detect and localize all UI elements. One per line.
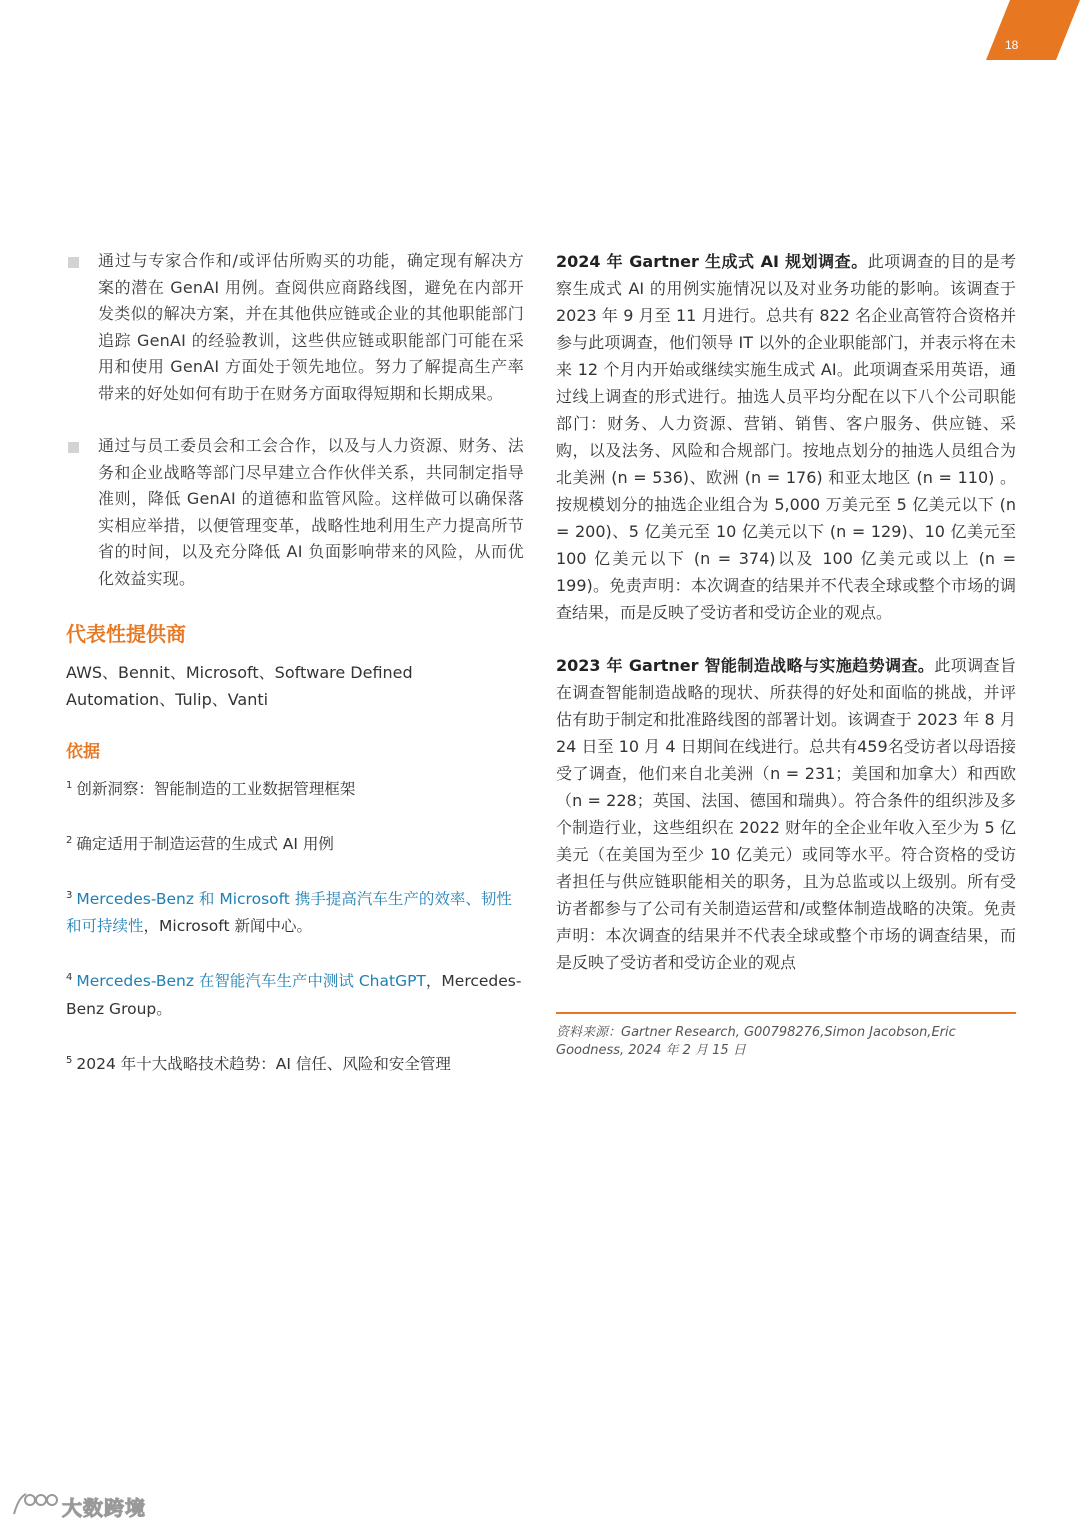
survey-body: 此项调查旨在调查智能制造战略的现状、所获得的好处和面临的挑战，并评估有助于制定和批准路线图的部署计划。该调查于 2023 年 8 月 24 日至 10 月 4 日期间在线进行。总共有459名受访者以母语接受了调查，他们来自北美洲（n = 231；美国和加拿大）和西欧（n = 228；英国、法国、德国和瑞典）。符合条件的组织涉及多个制造行业，这些组织在 2022 财年的全企业年收入至少为 5 亿美元（在美国为至少 10 亿美元）或同等水平。符合资格的受访者担任与供应链职能相关的职务，且为总监或以上级别。所有受访者都参与了公司有关制造运营和/或整体制造战略的决策。免责声明：本次调查的结果并不代表全球或整个市场的调查结果，而是反映了受访者和受访企业的观点	[556, 656, 1016, 972]
reference-item	[66, 964, 524, 1022]
survey-paragraph	[556, 652, 1016, 976]
bullet-square-icon	[68, 257, 79, 268]
survey-body: 此项调查的目的是考察生成式 AI 的用例实施情况以及对业务功能的影响。该调查于 2023 年 9 月至 11 月进行。总共有 822 名企业高管符合资格并参与此项调查，他们领导 IT 以外的企业职能部门，并表示将在未来 12 个月内开始或继续实施生成式 AI。此项调查采用英语，通过线上调查的形式进行。抽选人员平均分配在以下八个公司职能部门：财务、人力资源、营销、销售、客户服务、供应链、采购，以及法务、风险和合规部门。按地点划分的抽选人员组合为北美洲 (n = 536)、欧洲 (n = 176) 和亚太地区 (n = 110) 。按规模划分的抽选企业组合为 5,000 万美元至 5 亿美元以下 (n = 200)、5 亿美元至 10 亿美元以下 (n = 129)、10 亿美元至 100 亿美元以下 (n = 374)以及 100 亿美元或以上 (n = 199)。免责声明：本次调查的结果并不代表全球或整个市场的调查结果，而是反映了受访者和受访企业的观点。	[556, 252, 1016, 622]
reference-item	[66, 827, 524, 858]
bullet-text: 通过与员工委员会和工会合作，以及与人力资源、财务、法务和企业战略等部门尽早建立合作伙伴关系，共同制定指导准则，降低 GenAI 的道德和监管风险。这样做可以确保落实相应举措，以便管理变革，战略性地利用生产力提高所节省的时间，以及充分降低 AI 负面影响带来的风险，从而优化效益实现。	[98, 436, 524, 588]
reference-number: 5	[66, 1054, 73, 1066]
source-divider	[556, 1012, 1016, 1014]
reference-text: 创新洞察：智能制造的工业数据管理框架	[76, 780, 356, 799]
reference-item	[66, 772, 524, 803]
left-column	[66, 248, 524, 1102]
survey-paragraph	[556, 248, 1016, 626]
reference-link[interactable]: Mercedes-Benz 和 Microsoft 携手提高汽车生产的效率、韧性和可持续性	[66, 890, 512, 936]
references-heading: 依据	[66, 742, 100, 762]
vendors-heading: 代表性提供商	[66, 622, 186, 646]
bullet-square-icon	[68, 442, 79, 453]
bullet-item	[66, 433, 524, 592]
vendors-list: AWS、Bennit、Microsoft、Software Defined Automation、Tulip、Vanti	[66, 663, 413, 709]
reference-item	[66, 882, 524, 940]
watermark-logo-icon	[10, 1490, 58, 1518]
survey-title: 2023 年 Gartner 智能制造战略与实施趋势调查。	[556, 656, 935, 675]
reference-item	[66, 1047, 524, 1078]
reference-number: 2	[66, 835, 73, 847]
watermark	[10, 1490, 160, 1520]
bullet-text: 通过与专家合作和/或评估所购买的功能，确定现有解决方案的潜在 GenAI 用例。查阅供应商路线图，避免在内部开发类似的解决方案，并在其他供应链或企业的其他职能部门追踪 GenAI 的经验教训，这些供应链或职能部门可能在采用和使用 GenAI 方面处于领先地位。努力了解提高生产率带来的好处如何有助于在财务方面取得短期和长期成果。	[98, 251, 524, 403]
source-citation: 资料来源：Gartner Research, G00798276,Simon Jacobson,Eric Goodness, 2024 年 2 月 15 日	[556, 1025, 956, 1058]
watermark-text: 大数跨境	[62, 1496, 146, 1520]
survey-title: 2024 年 Gartner 生成式 AI 规划调查。	[556, 252, 868, 271]
reference-text: 确定适用于制造运营的生成式 AI 用例	[76, 835, 334, 854]
reference-number: 1	[66, 780, 73, 791]
reference-text: 2024 年十大战略技术趋势：AI 信任、风险和安全管理	[76, 1054, 451, 1073]
page-number: 18	[1005, 38, 1019, 52]
bullet-item	[66, 248, 524, 407]
reference-link[interactable]: Mercedes-Benz 在智能汽车生产中测试 ChatGPT	[76, 972, 426, 991]
right-column	[556, 248, 1016, 1060]
page-corner-tab	[986, 0, 1080, 60]
reference-number: 4	[66, 972, 73, 984]
reference-text: ，Microsoft 新闻中心。	[143, 917, 312, 936]
reference-number: 3	[66, 890, 73, 902]
reference-text: ，Mercedes-Benz Group。	[66, 972, 522, 1018]
